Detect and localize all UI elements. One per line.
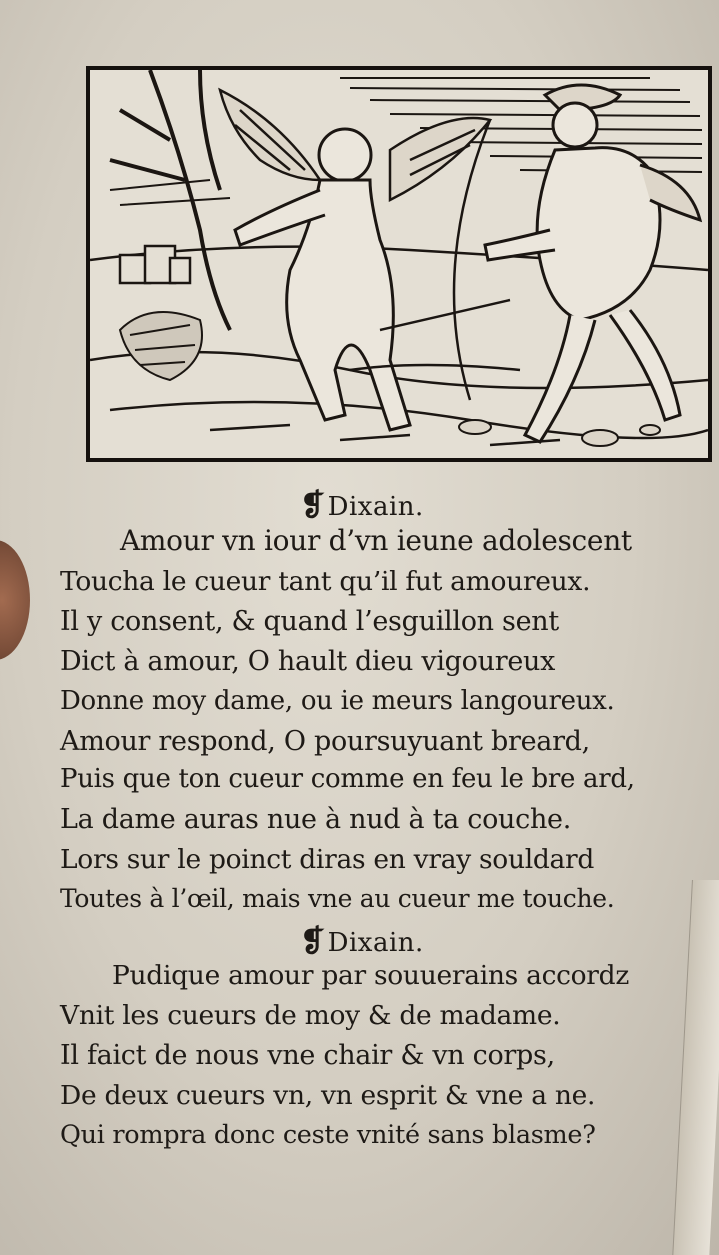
- heading-text: Dixain.: [327, 928, 424, 958]
- poem-line: Il y consent, & quand l’esguillon sent: [60, 606, 559, 637]
- poem-line: Qui rompra donc ceste vnité sans blasme?: [60, 1120, 596, 1150]
- poem-line: Toutes à l’œil, mais vne au cueur me touche.: [60, 884, 615, 913]
- poem-line: Vnit les cueurs de moy & de madame.: [60, 1000, 561, 1031]
- pilcrow-mark: ❡: [300, 488, 326, 523]
- poem-line: De deux cueurs vn, vn esprit & vne a ne.: [60, 1080, 596, 1111]
- poem-2-heading: [300, 924, 424, 959]
- poem-line: Amour vn iour d’vn ieune adolescent: [120, 524, 632, 557]
- poem-line: Dict à amour, O hault dieu vigoureux: [60, 646, 556, 677]
- poem-line: Puis que ton cueur comme en feu le bre ard,: [60, 764, 635, 794]
- poem-1-heading: [300, 488, 424, 523]
- poem-line: Amour respond, O poursuyuant breard,: [60, 726, 590, 757]
- poem-line: Pudique amour par souuerains accordz: [112, 960, 630, 991]
- poem-line: Il faict de nous vne chair & vn corps,: [60, 1040, 555, 1071]
- pilcrow-mark: ❡: [300, 924, 326, 959]
- heading-text: Dixain.: [327, 492, 424, 522]
- poem-line: Toucha le cueur tant qu’il fut amoureux.: [60, 566, 591, 597]
- poem-line: La dame auras nue à nud à ta couche.: [60, 804, 571, 835]
- poem-line: Lors sur le poinct diras en vray souldard: [60, 844, 595, 875]
- poem-line: Donne moy dame, ou ie meurs langoureux.: [60, 686, 615, 716]
